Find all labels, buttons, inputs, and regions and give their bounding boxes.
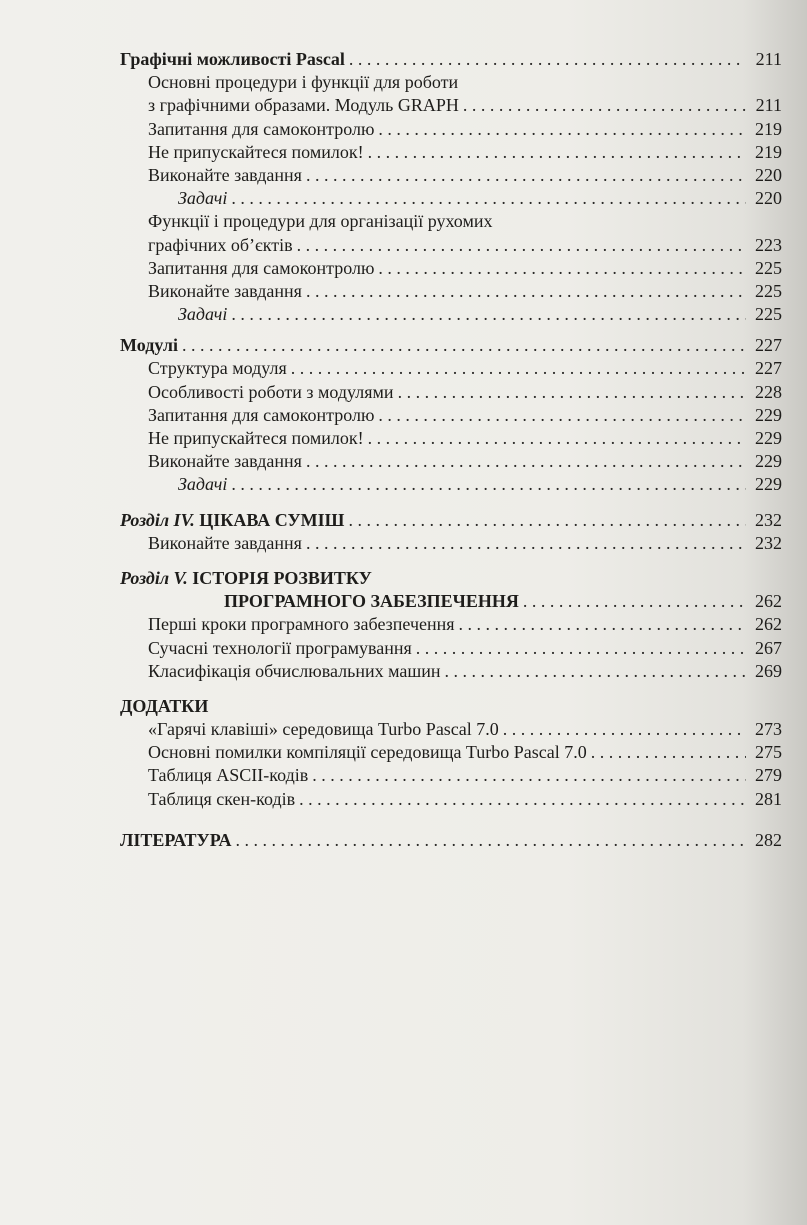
section-prefix: Розділ V. — [120, 567, 188, 588]
page-number: 281 — [755, 788, 782, 809]
toc-entry[interactable] — [120, 118, 782, 141]
toc-appendix-heading[interactable]: ДОДАТКИ — [120, 695, 209, 716]
leader-dots — [306, 280, 746, 303]
page-number: 219 — [755, 141, 782, 162]
leader-dots — [523, 590, 746, 613]
page-number: 232 — [755, 509, 782, 530]
leader-dots — [349, 48, 746, 71]
leader-dots — [306, 532, 746, 555]
toc-entry[interactable] — [120, 637, 782, 660]
page-number: 232 — [755, 532, 782, 553]
page-number: 225 — [755, 257, 782, 278]
page-number: 275 — [755, 742, 782, 763]
toc-chapter-title: Графічні можливості Pascal — [120, 49, 345, 69]
toc-entry[interactable] — [120, 257, 782, 280]
toc-chapter-title-line1: ІСТОРІЯ РОЗВИТКУ — [192, 567, 372, 588]
toc-entry-label: Особливості роботи з модулями — [148, 381, 394, 402]
page-number: 279 — [755, 765, 782, 786]
leader-dots — [368, 141, 746, 164]
page-number: 227 — [755, 335, 782, 356]
toc-entry[interactable] — [120, 334, 782, 357]
leader-dots — [368, 427, 746, 450]
toc-entry[interactable] — [120, 660, 782, 683]
page-number: 211 — [755, 95, 782, 116]
toc-entry[interactable] — [120, 303, 782, 326]
leader-dots — [463, 94, 746, 117]
leader-dots — [378, 404, 746, 427]
toc-entry-label: Таблиця ASCII-кодів — [148, 765, 309, 786]
table-of-contents — [120, 48, 782, 852]
toc-entry-label: Виконайте завдання — [148, 164, 302, 185]
page-number: 225 — [755, 304, 782, 325]
leader-dots — [306, 450, 746, 473]
section-prefix: Розділ IV. — [120, 509, 195, 530]
toc-entry-label: з графічними образами. Модуль GRAPH — [148, 95, 459, 116]
toc-entry[interactable] — [120, 141, 782, 164]
leader-dots — [444, 660, 746, 683]
page-number: 267 — [755, 637, 782, 658]
toc-entry-label: Класифікація обчислювальних машин — [148, 660, 441, 681]
toc-entry-label: Основні помилки компіляції середовища Turbo Pascal 7.0 — [148, 742, 587, 763]
page-number: 220 — [755, 188, 782, 209]
leader-dots — [348, 509, 746, 532]
toc-entry[interactable] — [120, 509, 782, 532]
toc-entry[interactable] — [120, 404, 782, 427]
toc-entry[interactable] — [120, 427, 782, 450]
toc-entry[interactable] — [120, 788, 782, 811]
toc-entry-label: Запитання для самоконтролю — [148, 404, 375, 425]
page-number: 282 — [755, 829, 782, 850]
leader-dots — [231, 473, 746, 496]
leader-dots — [306, 164, 746, 187]
toc-entry-label: Сучасні технології програмування — [148, 637, 412, 658]
toc-entry-label: Перші кроки програмного забезпечення — [148, 614, 455, 635]
leader-dots — [297, 234, 746, 257]
toc-entry[interactable] — [120, 473, 782, 496]
toc-chapter-title: Модулі — [120, 335, 178, 356]
page-number: 262 — [755, 614, 782, 635]
toc-entry-label: Виконайте завдання — [148, 532, 302, 553]
leader-dots — [299, 788, 746, 811]
leader-dots — [378, 118, 746, 141]
toc-entry-label: Таблиця скен-кодів — [148, 788, 296, 809]
leader-dots — [378, 257, 746, 280]
page-number: 225 — [755, 280, 782, 301]
page-number: 229 — [755, 404, 782, 425]
toc-entry[interactable] — [120, 164, 782, 187]
toc-entry[interactable] — [120, 48, 782, 71]
toc-entry-line: Основні процедури і функції для роботи — [148, 72, 459, 93]
toc-entry[interactable] — [120, 718, 782, 741]
page-number: 262 — [755, 591, 782, 612]
page-number: 211 — [755, 49, 782, 69]
toc-entry-label: Задачі — [178, 474, 228, 495]
toc-entry-label: Задачі — [178, 188, 228, 209]
toc-entry-label: графічних об’єктів — [148, 234, 293, 255]
toc-entry[interactable] — [120, 590, 782, 613]
toc-entry[interactable] — [120, 829, 782, 852]
page-number: 269 — [755, 660, 782, 681]
toc-entry-label: Задачі — [178, 304, 228, 325]
page-number: 229 — [755, 428, 782, 448]
toc-entry[interactable] — [120, 741, 782, 764]
toc-entry-label: Не припускайтеся помилок! — [148, 141, 364, 162]
leader-dots — [459, 613, 746, 636]
toc-entry-label: Структура модуля — [148, 358, 287, 379]
leader-dots — [416, 637, 746, 660]
page-number: 273 — [755, 719, 782, 740]
page-number: 228 — [755, 381, 782, 402]
leader-dots — [182, 334, 746, 357]
leader-dots — [503, 718, 746, 741]
toc-entry-label: Не припускайтеся помилок! — [148, 428, 364, 448]
page-number: 229 — [755, 474, 782, 495]
leader-dots — [231, 187, 746, 210]
leader-dots — [591, 741, 746, 764]
leader-dots — [398, 381, 746, 404]
leader-dots — [291, 357, 746, 380]
toc-entry[interactable] — [120, 532, 782, 555]
toc-entry-label: Запитання для самоконтролю — [148, 257, 375, 278]
toc-entry[interactable] — [120, 187, 782, 210]
leader-dots — [235, 829, 746, 852]
page-number: 220 — [755, 164, 782, 185]
leader-dots — [312, 764, 746, 787]
page-number: 227 — [755, 358, 782, 379]
toc-chapter-title: ЦІКАВА СУМІШ — [199, 509, 345, 530]
page-number: 219 — [755, 118, 782, 139]
toc-entry[interactable] — [120, 280, 782, 303]
toc-chapter-title-line2: ПРОГРАМНОГО ЗАБЕЗПЕЧЕННЯ — [224, 591, 519, 612]
toc-entry-label: «Гарячі клавіші» середовища Turbo Pascal 7.0 — [148, 719, 499, 740]
toc-entry[interactable] — [120, 613, 782, 636]
toc-entry-line: Функції і процедури для організації рухомих — [148, 211, 493, 232]
toc-entry-label: Виконайте завдання — [148, 280, 302, 301]
toc-entry[interactable] — [120, 381, 782, 404]
toc-entry[interactable] — [120, 94, 782, 117]
toc-entry[interactable] — [120, 764, 782, 787]
page-number: 229 — [755, 451, 782, 472]
toc-entry-label: Виконайте завдання — [148, 451, 302, 472]
toc-entry[interactable] — [120, 357, 782, 380]
leader-dots — [231, 303, 746, 326]
page-number: 223 — [755, 234, 782, 255]
toc-entry[interactable] — [120, 234, 782, 257]
toc-entry-label: Запитання для самоконтролю — [148, 118, 375, 139]
toc-chapter-title: ЛІТЕРАТУРА — [120, 829, 232, 850]
toc-section-heading — [120, 567, 782, 590]
toc-entry[interactable] — [120, 450, 782, 473]
